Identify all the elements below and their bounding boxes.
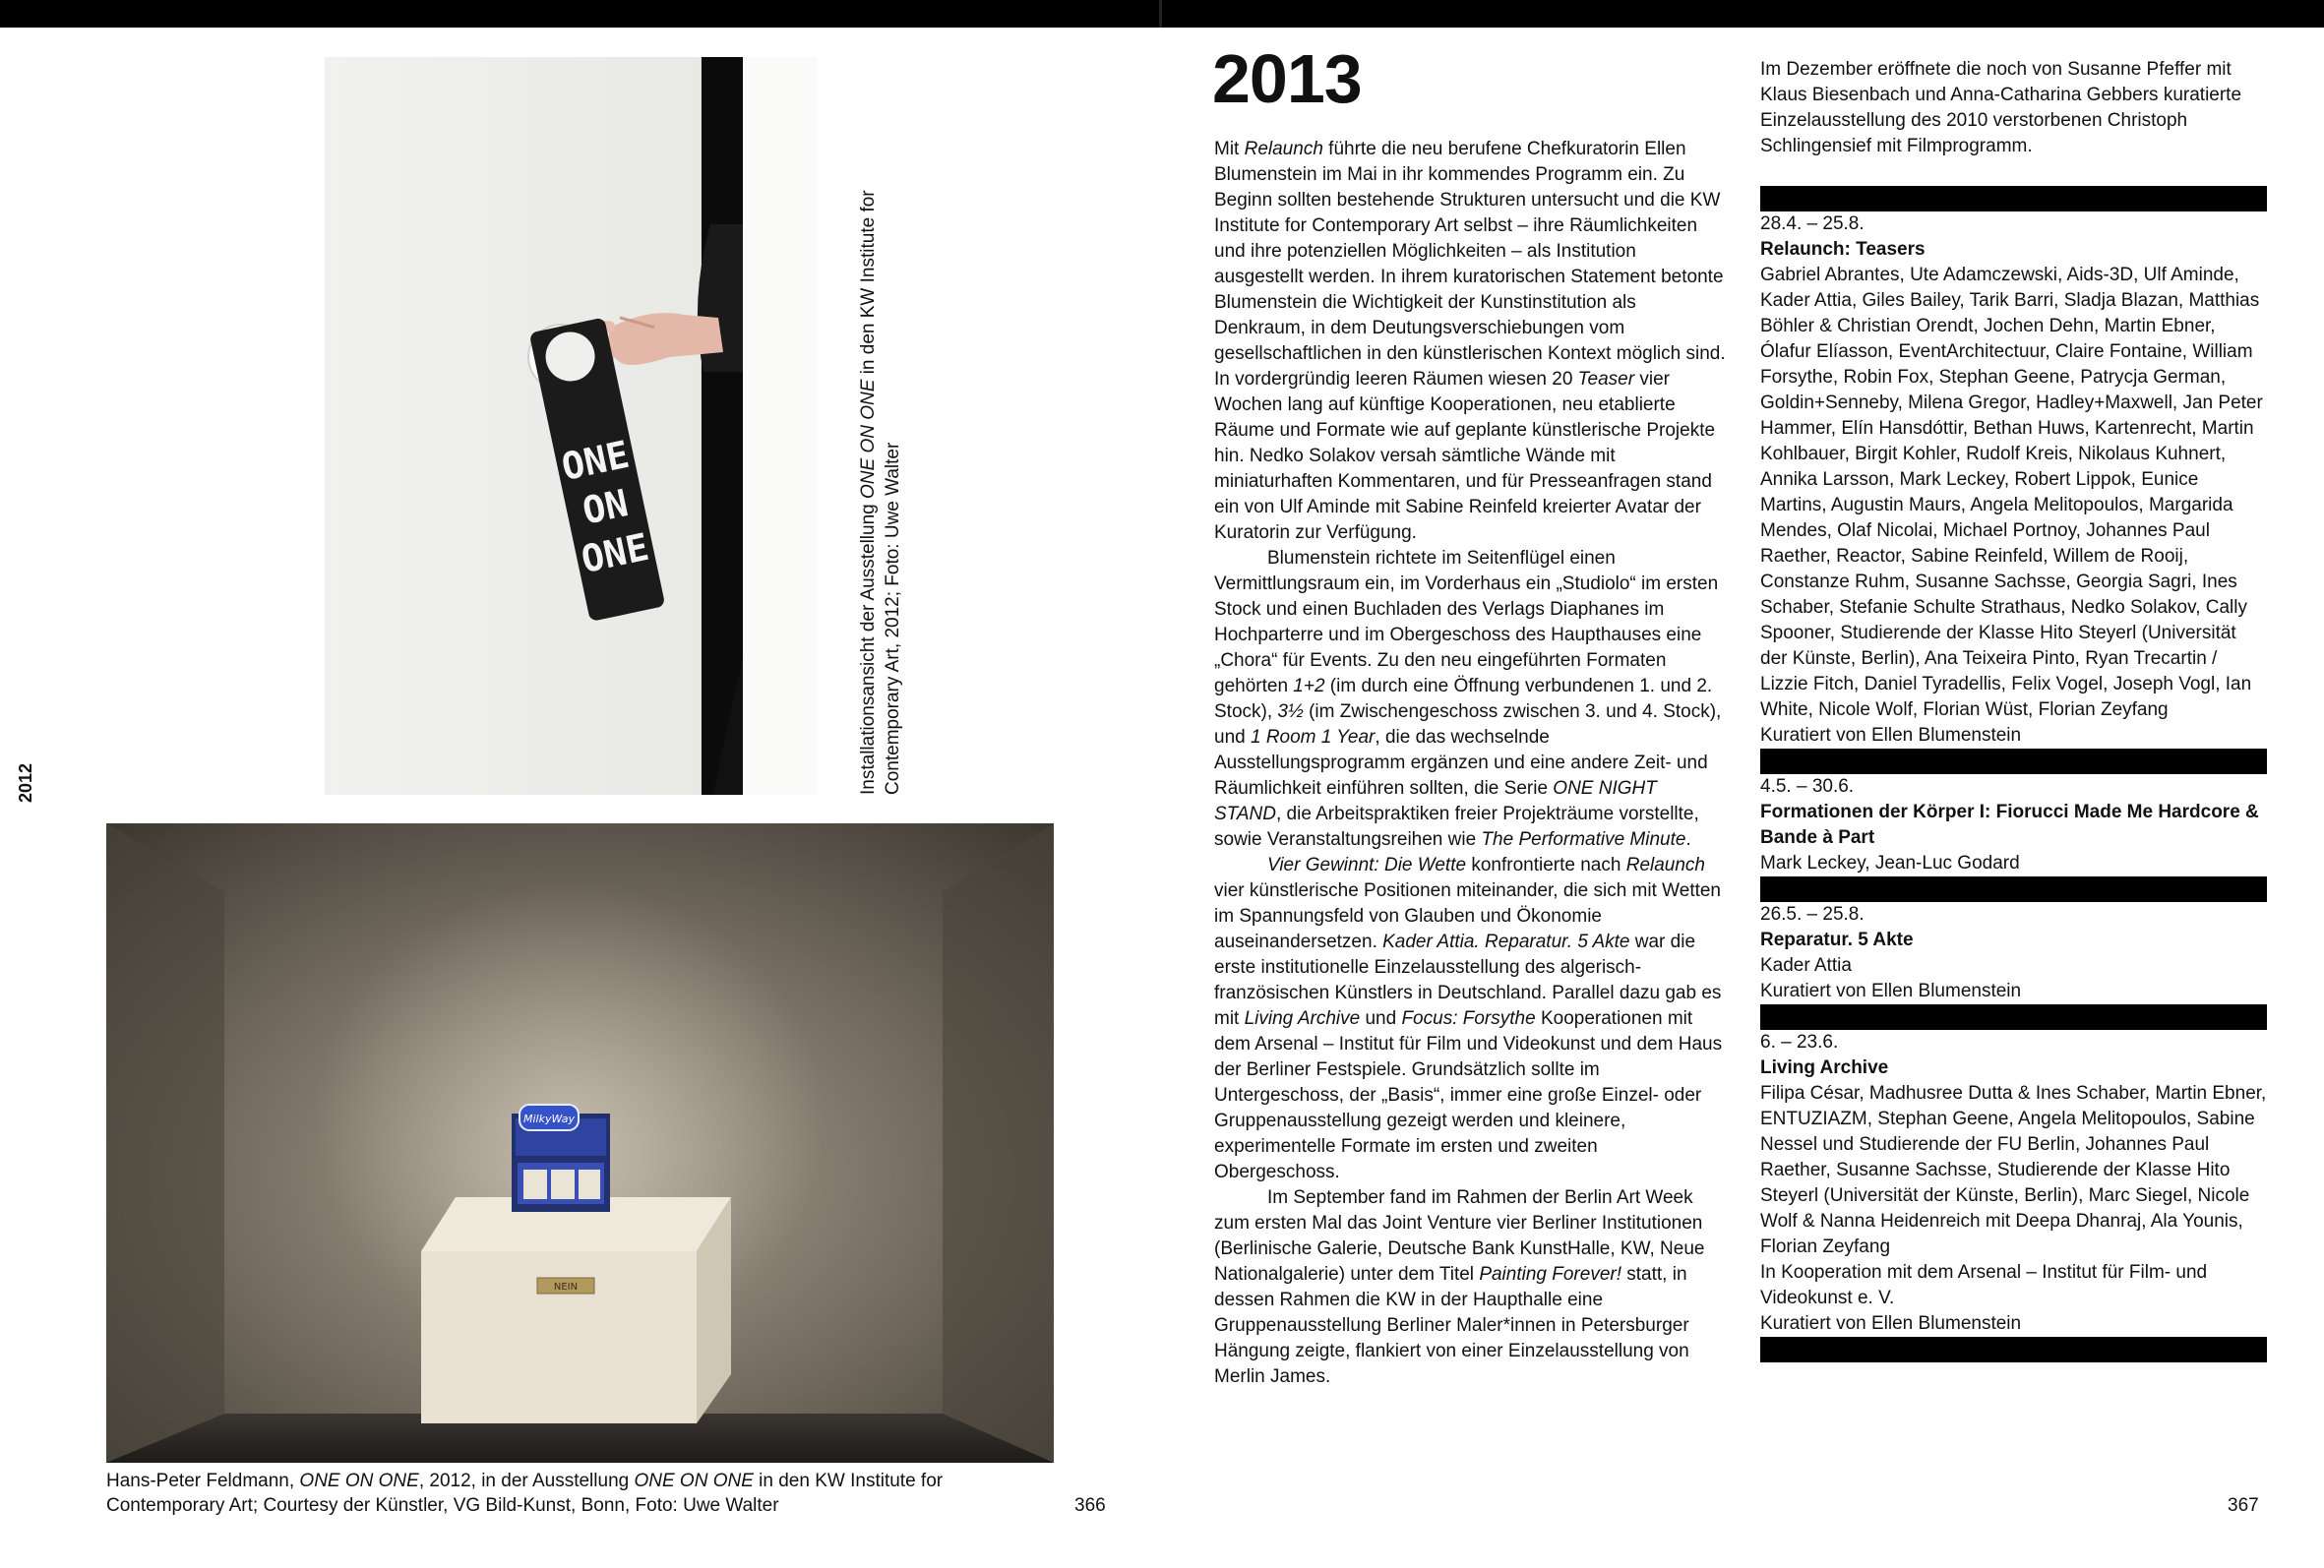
- door-hanger-photo: [325, 57, 817, 795]
- body-paragraph-1: Mit Relaunch führte die neu berufene Chefkuratorin Ellen Blumenstein im Mai in ihr kommendes Programm ein. Zu Beginn sollten bestehende Strukturen untersucht und die KW Institute for Contemporary Art selbst – ihre Räumlichkeiten und ihre potenziellen Möglichkeiten – als Institution ausgestellt werden. In ihrem kuratorischen Statement betonte Blumenstein die Wichtigkeit der Kunstinstitution als Denkraum, in dem Deutungsverschiebungen vom gesellschaftlichen in den künstlerischen Kontext möglich sind. In vordergründig leeren Räumen wiesen 20 Teaser vier Wochen lang auf künftige Kooperationen, neu etablierte Räume und Formate wie auf geplante künstlerische Projekte hin. Nedko Solakov versah sämtliche Wände mit miniaturhaften Kommentaren, und für Presseanfragen stand ein von Ulf Aminde mit Sabine Reinfeld kreierter Avatar der Kuratorin zur Verfügung.: [1214, 139, 1726, 543]
- exhibition-curator: Kuratiert von Ellen Blumenstein: [1760, 981, 2022, 1001]
- exhibition-date: 4.5. – 30.6.: [1760, 776, 1855, 797]
- exhibition-artists: Gabriel Abrantes, Ute Adamczewski, Aids-3D, Ulf Aminde, Kader Attia, Giles Bailey, Tarik Barri, Sladja Blazan, Matthias Böhler & Christian Orendt, Jochen Dehn, Martin Ebner, Ólafur Elíasson, EventArchitectuur, Claire Fontaine, William Forsythe, Robin Fox, Stephan Geene, Patrycja German, Goldin+Senneby, Milena Gregor, Hadley+Maxwell, Jan Peter Hammer, Elín Hansdóttir, Bethan Huws, Kartenrecht, Martin Kohlbauer, Birgit Kohler, Rudolf Kreis, Nikolaus Kuhnert, Annika Larsson, Mark Leckey, Robert Lippok, Eunice Martins, Augustin Maurs, Angela Melitopoulos, Margarida Mendes, Olaf Nicolai, Michael Portnoy, Johannes Paul Raether, Reactor, Sabine Reinfeld, Willem de Rooij, Constanze Ruhm, Susanne Sachsse, Georgia Sagri, Ines Schaber, Stefanie Schulte Strathaus, Nedko Solakov, Cally Spooner, Studierende der Klasse Hito Steyerl (Universität der Künste, Berlin), Ana Teixeira Pinto, Ryan Trecartin / Lizzie Fitch, Daniel Tyradellis, Felix Vogel, Joseph Vogl, Ian White, Nicole Wolf, Florian Wüst, Florian Zeyfang: [1760, 265, 2263, 720]
- exhibition-entry: [1760, 211, 2267, 749]
- body-paragraph-2: Blumenstein richtete im Seitenflügel einen Vermittlungsraum ein, im Vorderhaus ein „Studiolo“ im ersten Stock und einen Buchladen des Verlags Diaphanes im Hochparterre und im Obergeschoss des Haupthauses eine „Chora“ für Events. Zu den neu eingeführten Formaten gehörten 1+2 (im durch eine Öffnung verbundenen 1. und 2. Stock), 3½ (im Zwischengeschoss zwischen 3. und 4. Stock), und 1 Room 1 Year, die das wechselnde Ausstellungsprogramm ergänzen und eine andere Zeit- und Räumlichkeit einführen sollten, die Serie ONE NIGHT STAND, die Arbeitspraktiken freier Projekträume vorstellte, sowie Veranstaltungsreihen wie The Performative Minute.: [1214, 548, 1722, 850]
- page-number-right: 367: [2228, 1495, 2259, 1516]
- exhibition-title: Formationen der Körper I: Fiorucci Made Me Hardcore & Bande à Part: [1760, 802, 2259, 848]
- pedestal-photo: [106, 823, 1054, 1463]
- sign-line-2: ON: [579, 481, 633, 533]
- separator-bar: [1760, 186, 2267, 211]
- body-paragraph-3: Vier Gewinnt: Die Wette konfrontierte nach Relaunch vier künstlerische Positionen miteinander, die sich mit Wetten im Spannungsfeld von Glauben und Ökonomie auseinandersetzen. Kader Attia. Reparatur. 5 Akte war die erste institutionelle Einzelausstellung des algerisch-französischen Künstlers in Deutschland. Parallel dazu gab es mit Living Archive und Focus: Forsythe Kooperationen mit dem Arsenal – Institut für Film und Videokunst und dem Haus der Berliner Festspiele. Grundsätzlich sollte im Untergeschoss, der „Basis“, immer eine große Einzel- oder Gruppenausstellung gezeigt werden und kleinere, experimentelle Formate im ersten und zweiten Obergeschoss.: [1214, 855, 1723, 1182]
- pedestal-plaque: NEIN: [553, 1282, 579, 1293]
- separator-bar: [1760, 749, 2267, 774]
- exhibition-entry: [1760, 902, 2267, 1004]
- product-label: MilkyWay: [522, 1113, 576, 1125]
- exhibition-title: Relaunch: Teasers: [1760, 239, 1926, 260]
- december-intro: Im Dezember eröffnete die noch von Susanne Pfeffer mit Klaus Biesenbach und Anna-Catharina Gebbers kuratierte Einzelausstellung des 2010 verstorbenen Christoph Schlingensief mit Filmprogramm.: [1760, 59, 2242, 156]
- exhibition-entry: [1760, 774, 2267, 876]
- exhibition-title: Living Archive: [1760, 1057, 1889, 1078]
- body-text-column: [1214, 137, 1726, 1390]
- exhibition-artists: Filipa César, Madhusree Dutta & Ines Schaber, Martin Ebner, ENTUZIAZM, Stephan Geene, Angela Melitopoulos, Sabine Nessel und Studierende der FU Berlin, Johannes Paul Raether, Susanne Sachsse, Studierende der Klasse Hito Steyerl (Universität der Künste, Berlin), Marc Siegel, Nicole Wolf & Nanna Heidenreich mit Deepa Dhanraj, Ala Younis, Florian Zeyfang: [1760, 1083, 2267, 1257]
- exhibition-date: 26.5. – 25.8.: [1760, 904, 1865, 925]
- exhibition-date: 6. – 23.6.: [1760, 1032, 1839, 1053]
- year-heading: 2013: [1212, 40, 1362, 117]
- separator-bar: [1760, 1337, 2267, 1362]
- separator-bar: [1760, 1004, 2267, 1030]
- exhibition-curator: Kuratiert von Ellen Blumenstein: [1760, 725, 2022, 746]
- exhibition-list-column: [1760, 57, 2267, 1362]
- exhibition-curator: Kuratiert von Ellen Blumenstein: [1760, 1313, 2022, 1334]
- page-gutter: [1159, 0, 1162, 28]
- exhibition-artists: Mark Leckey, Jean-Luc Godard: [1760, 853, 2020, 874]
- spine-year-label: 2012: [16, 762, 35, 803]
- pedestal-illustration: [106, 823, 1054, 1463]
- page-number-left: 366: [1074, 1495, 1106, 1516]
- sign-line-3: ONE: [577, 524, 653, 582]
- top-black-bar: [0, 0, 2324, 28]
- exhibition-date: 28.4. – 25.8.: [1760, 213, 1865, 234]
- sign-line-1: ONE: [558, 432, 634, 490]
- photo2-caption: Hans-Peter Feldmann, ONE ON ONE, 2012, in der Ausstellung ONE ON ONE in den KW Institute for Contemporary Art; Courtesy der Künstler, VG Bild-Kunst, Bonn, Foto: Uwe Walter: [106, 1471, 944, 1516]
- exhibition-artists: Kader Attia: [1760, 955, 1852, 976]
- separator-bar: [1760, 876, 2267, 902]
- door-hanger-illustration: [325, 57, 817, 795]
- photo1-caption-vertical: Installationsansicht der Ausstellung ONE ON ONE in den KW Institute for Contemporary Art, 2012; Foto: Uwe Walter: [858, 190, 903, 795]
- body-paragraph-4: Im September fand im Rahmen der Berlin Art Week zum ersten Mal das Joint Venture vier Berliner Institutionen (Berlinische Galerie, Deutsche Bank KunstHalle, KW, Neue Nationalgalerie) unter dem Titel Painting Forever! statt, in dessen Rahmen die KW in der Haupthalle eine Gruppenausstellung Berliner Maler*innen in Petersburger Hängung zeigte, flankiert von einer Einzelausstellung von Merlin James.: [1214, 1187, 1705, 1387]
- exhibition-cooperation: In Kooperation mit dem Arsenal – Institut für Film- und Videokunst e. V.: [1760, 1262, 2208, 1308]
- exhibition-title: Reparatur. 5 Akte: [1760, 930, 1914, 950]
- exhibition-entry: [1760, 1030, 2267, 1337]
